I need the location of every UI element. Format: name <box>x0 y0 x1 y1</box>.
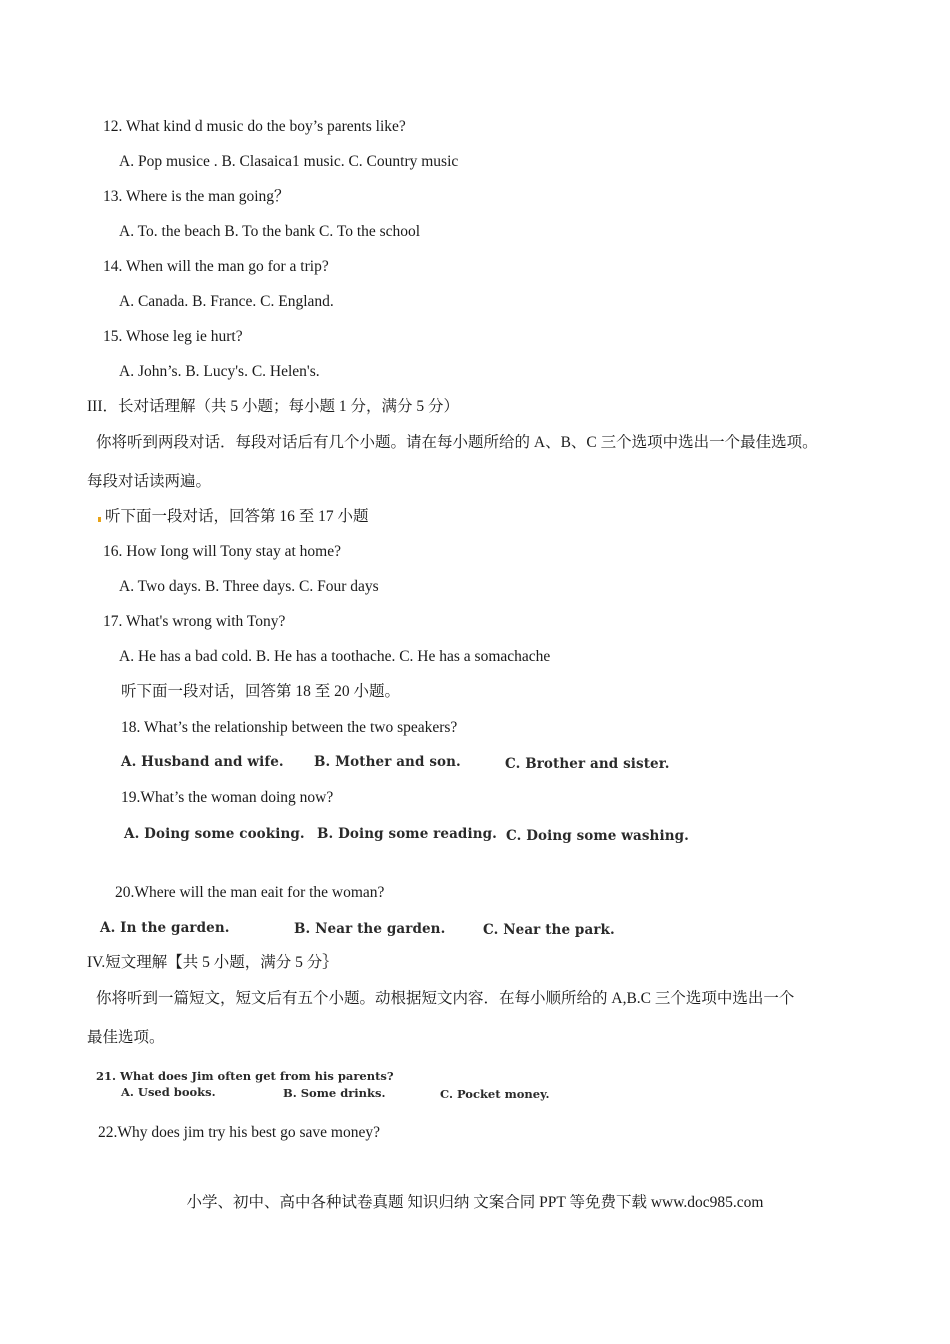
question-19-option-a: A. Doing some cooking. <box>124 826 305 842</box>
section-3-instruction: 你将听到两段对话．每段对话后有几个小题。请在每小题所给的 A、B、C 三个选项中选出一个最佳选项。 <box>96 434 818 451</box>
dialog-2-intro: 听下面一段对话，回答第 18 至 20 小题。 <box>121 683 401 700</box>
question-20-option-b: B. Near the garden. <box>294 921 446 937</box>
question-16-options: A. Two days. B. Three days. C. Four days <box>119 578 379 595</box>
question-21-option-b: B. Some drinks. <box>283 1086 386 1100</box>
question-19: 19.What’s the woman doing now? <box>121 789 334 806</box>
question-18: 18. What’s the relationship between the two speakers? <box>121 719 458 736</box>
question-12: 12. What kind d music do the boy’s parents like? <box>103 118 406 135</box>
question-20-option-c: C. Near the park. <box>483 922 615 938</box>
question-13: 13. Where is the man going？ <box>103 188 290 205</box>
question-17-options: A. He has a bad cold. B. He has a toothache. C. He has a somachache <box>119 648 551 665</box>
question-19-option-b: B. Doing some reading. <box>317 826 497 842</box>
question-22: 22.Why does jim try his best go save money? <box>98 1124 380 1141</box>
question-12-options: A. Pop musice . B. Clasaica1 music. C. Country music <box>119 153 459 170</box>
section-4-instruction-cont: 最佳选项。 <box>87 1029 165 1046</box>
question-18-option-b: B. Mother and son. <box>314 754 461 770</box>
page-footer: 小学、初中、高中各种试卷真题 知识归纳 文案合同 PPT 等免费下载 www.doc985.com <box>186 1194 764 1211</box>
question-21-option-c: C. Pocket money. <box>440 1087 550 1101</box>
question-19-option-c: C. Doing some washing. <box>506 828 689 844</box>
section-4-heading: IV.短文理解【共 5 小题，满分 5 分｝ <box>87 954 338 971</box>
section-3-heading: III．长对话理解（共 5 小题；每小题 1 分，满分 5 分） <box>87 398 459 415</box>
question-20-option-a: A. In the garden. <box>100 920 230 936</box>
dialog-1-intro: 听下面一段对话，回答第 16 至 17 小题 <box>105 508 369 525</box>
question-15: 15. Whose leg ie hurt? <box>103 328 243 345</box>
question-14: 14. When will the man go for a trip? <box>103 258 329 275</box>
question-15-options: A. John’s. B. Lucy's. C. Helen's. <box>119 363 320 380</box>
question-17: 17. What's wrong with Tony? <box>103 613 286 630</box>
question-16: 16. How Iong will Tony stay at home? <box>103 543 341 560</box>
question-18-option-a: A. Husband and wife. <box>121 754 284 770</box>
orange-mark <box>98 517 101 522</box>
question-14-options: A. Canada. B. France. C. England. <box>119 293 334 310</box>
question-18-option-c: C. Brother and sister. <box>505 756 670 772</box>
question-21: 21. What does Jim often get from his parents? <box>96 1069 394 1083</box>
section-4-instruction: 你将听到一篇短文，短文后有五个小题。动根据短文内容．在每小顺所给的 A,B.C 三个选项中选出一个 <box>96 990 795 1007</box>
section-3-instruction-cont: 每段对话读两遍。 <box>87 473 212 490</box>
question-20: 20.Where will the man eait for the woman? <box>115 884 385 901</box>
question-13-options: A. To. the beach B. To the bank C. To the school <box>119 223 421 240</box>
question-21-option-a: A. Used books. <box>121 1085 216 1099</box>
